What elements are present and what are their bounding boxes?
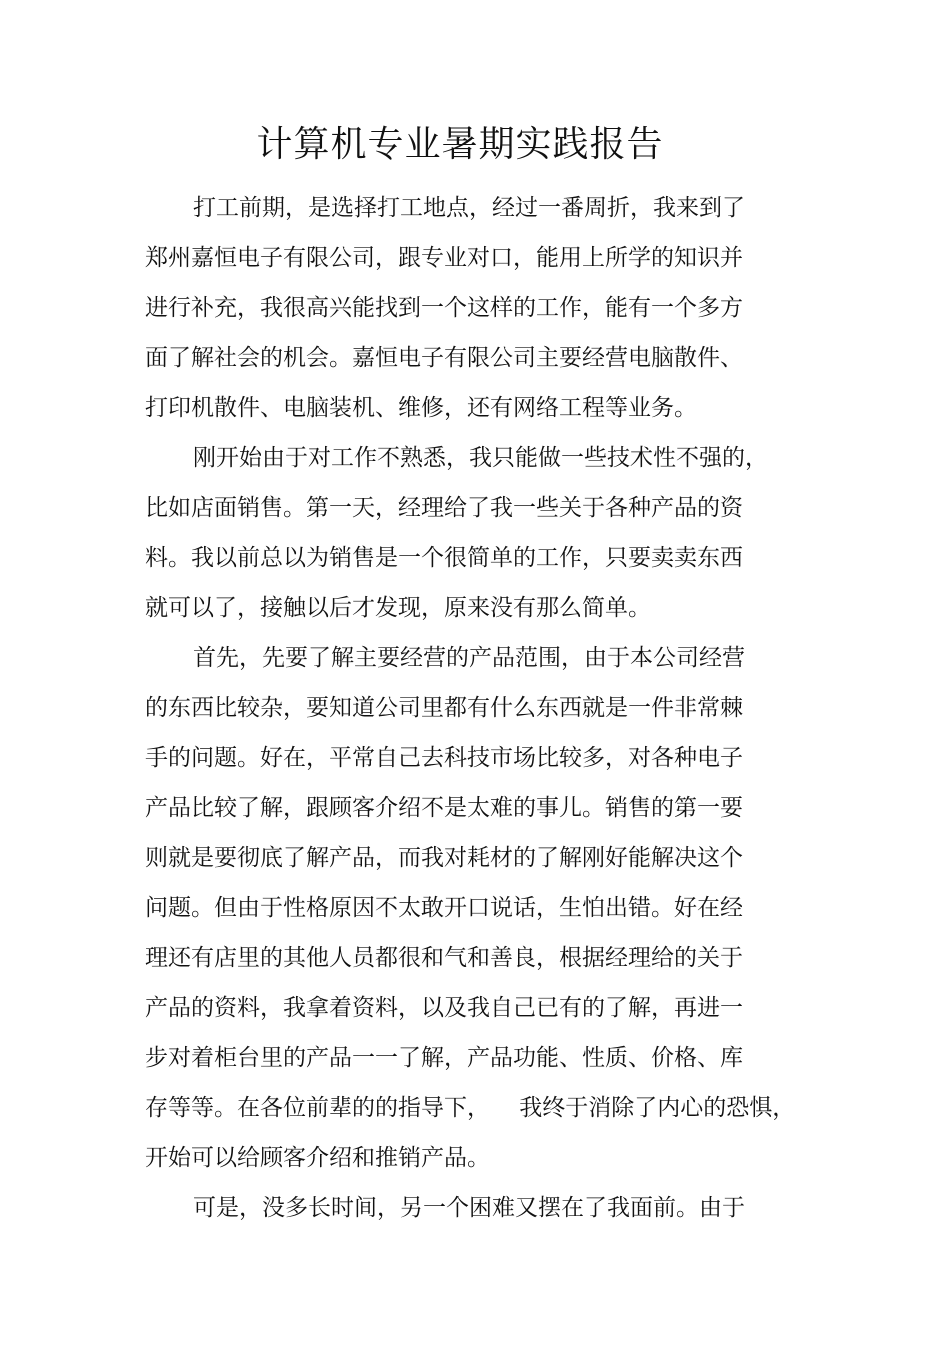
paragraph-1-line-3: 进行补充，我很高兴能找到一个这样的工作，能有一个多方: [145, 295, 743, 321]
paragraph-1-line-2: 郑州嘉恒电子有限公司，跟专业对口，能用上所学的知识并: [145, 245, 743, 271]
paragraph-3-line-6: 问题。但由于性格原因不太敢开口说话，生怕出错。好在经: [145, 895, 743, 921]
paragraph-3-line-8: 产品的资料，我拿着资料，以及我自己已有的了解，再进一: [145, 995, 743, 1021]
paragraph-2-line-1: 刚开始由于对工作不熟悉，我只能做一些技术性不强的，: [193, 445, 768, 471]
paragraph-3-line-11: 开始可以给顾客介绍和推销产品。: [145, 1145, 490, 1171]
paragraph-4-line-1: 可是，没多长时间，另一个困难又摆在了我面前。由于: [193, 1195, 745, 1221]
paragraph-3-line-1: 首先，先要了解主要经营的产品范围，由于本公司经营: [193, 645, 745, 671]
paragraph-3-line-3: 手的问题。好在，平常自己去科技市场比较多，对各种电子: [145, 745, 743, 771]
paragraph-3-line-9: 步对着柜台里的产品一一了解，产品功能、性质、价格、库: [145, 1045, 743, 1071]
paragraph-3-line-7: 理还有店里的其他人员都很和气和善良，根据经理给的关于: [145, 945, 743, 971]
paragraph-3-line-10: 存等等。在各位前辈的的指导下， 我终于消除了内心的恐惧，: [145, 1095, 796, 1121]
paragraph-3-line-2: 的东西比较杂，要知道公司里都有什么东西就是一件非常棘: [145, 695, 743, 721]
paragraph-3-line-5: 则就是要彻底了解产品，而我对耗材的了解刚好能解决这个: [145, 845, 743, 871]
paragraph-2-line-4: 就可以了，接触以后才发现，原来没有那么简单。: [145, 595, 651, 621]
paragraph-2-line-3: 料。我以前总以为销售是一个很简单的工作，只要卖卖东西: [145, 545, 743, 571]
paragraph-2-line-2: 比如店面销售。第一天，经理给了我一些关于各种产品的资: [145, 495, 743, 521]
document-title: 计算机专业暑期实践报告: [256, 124, 664, 165]
paragraph-3-line-4: 产品比较了解，跟顾客介绍不是太难的事儿。销售的第一要: [145, 795, 743, 821]
paragraph-1-line-1: 打工前期，是选择打工地点，经过一番周折，我来到了: [193, 195, 745, 221]
paragraph-1-line-4: 面了解社会的机会。嘉恒电子有限公司主要经营电脑散件、: [145, 345, 743, 371]
paragraph-1-line-5: 打印机散件、电脑装机、维修，还有网络工程等业务。: [145, 395, 697, 421]
